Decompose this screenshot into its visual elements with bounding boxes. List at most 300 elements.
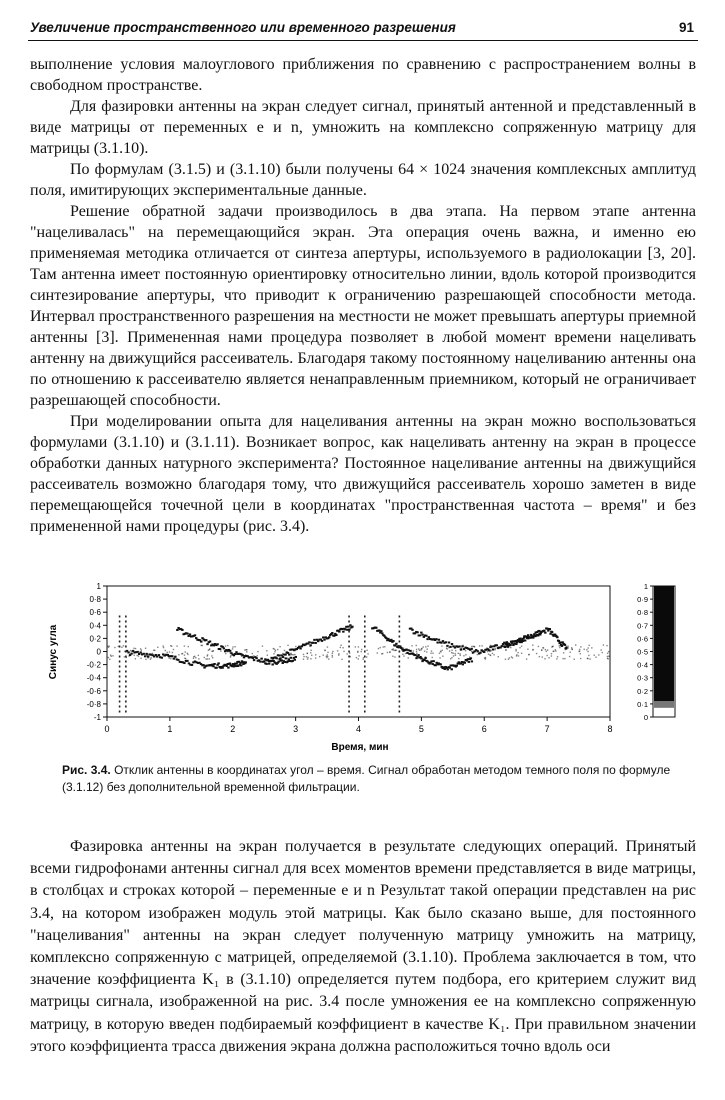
noise-point xyxy=(114,647,115,648)
screen-trace-1-point xyxy=(142,653,144,655)
screen-trace-4-point xyxy=(392,640,394,642)
noise-point xyxy=(563,652,564,653)
y-tick-label: -0·8 xyxy=(86,699,101,709)
noise-point xyxy=(361,651,362,652)
noise-point xyxy=(441,645,442,646)
noise-point xyxy=(213,650,214,651)
noise-point xyxy=(124,656,125,657)
noise-point xyxy=(515,650,516,651)
noise-point xyxy=(413,650,414,651)
screen-trace-2-point xyxy=(260,658,262,660)
noise-point xyxy=(392,656,393,657)
noise-point xyxy=(366,650,367,651)
noise-point xyxy=(555,650,556,651)
screen-trace-5-point xyxy=(492,649,494,651)
screen-trace-3-point xyxy=(288,654,290,656)
noise-point xyxy=(153,650,154,651)
screen-trace-3-point xyxy=(351,626,353,628)
screen-trace-6-point xyxy=(509,644,511,646)
y-tick-label: 0 xyxy=(96,647,101,657)
noise-point xyxy=(232,646,233,647)
noise-point xyxy=(107,645,108,646)
noise-point xyxy=(555,649,556,650)
noise-point xyxy=(267,655,268,656)
noise-point xyxy=(548,657,549,658)
x-tick-label: 0 xyxy=(104,724,110,734)
noise-point xyxy=(273,653,274,654)
caption-label: Рис. 3.4. xyxy=(62,763,111,777)
noise-point xyxy=(587,647,588,648)
noise-point xyxy=(492,653,493,654)
y-axis-label: Синус угла xyxy=(48,624,59,680)
screen-trace-1-point xyxy=(215,667,217,669)
noise-point xyxy=(323,654,324,655)
noise-point xyxy=(295,646,296,647)
noise-point xyxy=(553,651,554,652)
noise-point xyxy=(488,653,489,654)
noise-point xyxy=(479,645,480,646)
chart-svg xyxy=(40,578,690,758)
y-tick-label: 1 xyxy=(96,582,101,591)
noise-point xyxy=(564,658,565,659)
noise-point xyxy=(559,645,560,646)
colorbar-fill xyxy=(654,586,674,701)
noise-point xyxy=(337,650,338,651)
x-tick-label: 6 xyxy=(481,724,487,734)
noise-point xyxy=(140,658,141,659)
noise-point xyxy=(257,655,258,656)
noise-point xyxy=(211,655,212,656)
noise-point xyxy=(366,656,367,657)
noise-point xyxy=(201,645,202,646)
noise-point xyxy=(394,656,395,657)
noise-point xyxy=(574,659,575,660)
noise-point xyxy=(195,657,196,658)
noise-point xyxy=(246,649,247,650)
body-text-bottom xyxy=(30,836,696,1058)
noise-point xyxy=(389,651,390,652)
noise-point xyxy=(172,652,173,653)
noise-point xyxy=(277,649,278,650)
noise-point xyxy=(182,653,183,654)
noise-point xyxy=(598,654,599,655)
screen-trace-5-point xyxy=(426,638,428,640)
x-tick-label: 2 xyxy=(230,724,236,734)
screen-trace-6-point xyxy=(544,632,546,634)
screen-trace-3-point xyxy=(313,639,315,641)
colorbar-tick-label: 0·8 xyxy=(637,608,648,618)
noise-point xyxy=(123,645,124,646)
noise-point xyxy=(208,649,209,650)
noise-point xyxy=(450,658,451,659)
screen-trace-5-point xyxy=(411,629,413,631)
noise-point xyxy=(157,647,158,648)
noise-point xyxy=(145,659,146,660)
noise-point xyxy=(588,645,589,646)
noise-point xyxy=(455,655,456,656)
noise-point xyxy=(408,657,409,658)
paragraph: По формулам (3.1.5) и (3.1.10) были получены 64 × 1024 значения комплексных амплитуд поля, имитирующих экспериментальные данные. xyxy=(30,161,696,199)
noise-point xyxy=(465,650,466,651)
screen-trace-1-point xyxy=(236,663,238,665)
screen-trace-3-point xyxy=(312,642,314,644)
screen-trace-2-point xyxy=(176,629,178,631)
paragraph: Фазировка антенны на экран получается в результате следующих операций. Принятый всеми гидрофонами антенны сигнал для всех моментов времени представляется в виде матрицы, в столбцах и строках которой – переменные e и n Результат такой операции представлен на рис 3.4, на котором изображен модуль этой матрицы. Как было сказано выше, для постоянного "нацеливания" антенны на экран следует полученную матрицу умножить на матрицу, комплексно сопряженную с матрицей, определяемой (3.1.10). Проблема заключается в том, что значение коэффициента K₁ в (3.1.10) определяется путем подбора, его критерием служит вид матрицы сигнала, изображенной на рис. 3.4 после умножения ее на комплексно сопряженную матрицу, в которую введен подбираемый коэффициент в качестве K₁. При правильном значении этого коэффициента трасса движения экрана должна расположиться точно вдоль оси xyxy=(30,838,696,1055)
noise-point xyxy=(145,648,146,649)
screen-trace-2-point xyxy=(235,651,237,653)
screen-trace-3-point xyxy=(331,632,333,634)
noise-point xyxy=(495,648,496,649)
noise-point xyxy=(411,645,412,646)
noise-point xyxy=(542,656,543,657)
colorbar-tick-label: 0 xyxy=(643,713,648,722)
noise-point xyxy=(557,656,558,657)
noise-point xyxy=(332,652,333,653)
noise-point xyxy=(419,650,420,651)
screen-trace-5-point xyxy=(445,641,447,643)
noise-point xyxy=(405,653,406,654)
screen-trace-1-point xyxy=(127,651,129,653)
noise-point xyxy=(165,650,166,651)
screen-trace-4-point xyxy=(417,654,419,656)
noise-point xyxy=(315,654,316,655)
screen-trace-6-point xyxy=(561,645,563,647)
noise-point xyxy=(328,658,329,659)
noise-point xyxy=(427,645,428,646)
noise-point xyxy=(458,658,459,659)
noise-point xyxy=(303,654,304,655)
noise-point xyxy=(121,647,122,648)
screen-trace-5-point xyxy=(491,645,493,647)
y-tick-label: -0·2 xyxy=(86,660,101,670)
screen-trace-3-point xyxy=(335,634,337,636)
noise-point xyxy=(458,653,459,654)
running-header-title: Увеличение пространственного или временного разрешения xyxy=(30,20,456,35)
screen-trace-6-point xyxy=(565,647,567,649)
screen-trace-1-point xyxy=(240,664,242,666)
noise-point xyxy=(539,656,540,657)
screen-trace-2-point xyxy=(255,657,257,659)
figure-caption xyxy=(62,762,702,796)
noise-point xyxy=(551,646,552,647)
noise-point xyxy=(387,652,388,653)
screen-trace-4-point xyxy=(471,660,473,662)
noise-point xyxy=(454,653,455,654)
screen-trace-5-point xyxy=(479,652,481,654)
noise-point xyxy=(569,651,570,652)
noise-point xyxy=(167,652,168,653)
noise-point xyxy=(451,657,452,658)
screen-trace-1-point xyxy=(229,663,231,665)
noise-point xyxy=(141,650,142,651)
noise-point xyxy=(290,653,291,654)
screen-trace-2-point xyxy=(263,660,265,662)
noise-point xyxy=(556,658,557,659)
x-tick-label: 5 xyxy=(418,724,424,734)
noise-point xyxy=(536,653,537,654)
screen-trace-4-point xyxy=(470,657,472,659)
screen-trace-2-point xyxy=(253,659,255,661)
screen-trace-4-point xyxy=(395,643,397,645)
screen-trace-3-point xyxy=(342,631,344,633)
noise-point xyxy=(481,645,482,646)
noise-point xyxy=(171,645,172,646)
noise-point xyxy=(465,654,466,655)
noise-point xyxy=(327,646,328,647)
noise-point xyxy=(422,646,423,647)
noise-point xyxy=(542,647,543,648)
noise-point xyxy=(505,659,506,660)
noise-point xyxy=(493,654,494,655)
noise-point xyxy=(380,647,381,648)
screen-trace-6-point xyxy=(504,646,506,648)
noise-point xyxy=(568,647,569,648)
screen-trace-4-point xyxy=(381,632,383,634)
noise-point xyxy=(257,651,258,652)
noise-point xyxy=(324,650,325,651)
screen-trace-1-point xyxy=(245,661,247,663)
noise-point xyxy=(362,659,363,660)
screen-trace-2-point xyxy=(189,633,191,635)
screen-trace-3-point xyxy=(328,636,330,638)
screen-trace-3-point xyxy=(321,640,323,642)
noise-point xyxy=(424,651,425,652)
screen-trace-3-point xyxy=(299,647,301,649)
noise-point xyxy=(193,656,194,657)
noise-point xyxy=(546,655,547,656)
caption-text: Отклик антенны в координатах угол – время. Сигнал обработан методом темного поля по формуле (3.1.12) без дополнительной временной фильтрации. xyxy=(62,763,671,794)
noise-point xyxy=(508,659,509,660)
noise-point xyxy=(559,647,560,648)
screen-trace-3-point xyxy=(282,656,284,658)
noise-point xyxy=(310,652,311,653)
screen-trace-5-point xyxy=(460,649,462,651)
screen-trace-1-point xyxy=(213,663,215,665)
noise-point xyxy=(234,646,235,647)
y-tick-label: -0·4 xyxy=(86,673,101,683)
screen-trace-5-point xyxy=(438,639,440,641)
noise-point xyxy=(198,655,199,656)
noise-point xyxy=(477,654,478,655)
noise-point xyxy=(340,647,341,648)
noise-point xyxy=(207,655,208,656)
colorbar-tick-label: 1 xyxy=(643,582,648,591)
screen-trace-5-point xyxy=(420,632,422,634)
noise-point xyxy=(170,658,171,659)
screen-trace-6-point xyxy=(512,644,514,646)
noise-point xyxy=(266,650,267,651)
screen-trace-3-point xyxy=(322,636,324,638)
noise-point xyxy=(484,657,485,658)
screen-trace-5-point xyxy=(483,651,485,653)
noise-point xyxy=(595,656,596,657)
noise-point xyxy=(547,649,548,650)
screen-trace-6-point xyxy=(556,636,558,638)
x-tick-label: 1 xyxy=(167,724,173,734)
screen-trace-5-point xyxy=(451,643,453,645)
noise-point xyxy=(473,646,474,647)
noise-point xyxy=(133,648,134,649)
screen-trace-1-point xyxy=(174,656,176,658)
noise-point xyxy=(187,653,188,654)
screen-trace-2-point xyxy=(290,657,292,659)
screen-trace-2-point xyxy=(295,656,297,658)
figure-3-4 xyxy=(40,578,690,758)
noise-point xyxy=(209,658,210,659)
noise-point xyxy=(551,655,552,656)
paragraph: Решение обратной задачи производилось в два этапа. На первом этапе антенна "нацеливалась" на перемещающийся экран. Эта операция очень важна, и именно ею применяемая методика отличается от синтеза апертуры, используемого в радиолокации [3, 20]. Там антенна имеет постоянную ориентировку относительно линии, вдоль которой производится синтезирование апертуры, что приводит к ограничению разрешающей способности метода. Интервал пространственного разрешения на местности не может превышать апертуры приемной антенны [3]. Примененная нами процедура позволяет в любой момент времени нацеливать антенну на движущийся рассеиватель. Благодаря такому постоянному нацеливанию антенны она по отношению к рассеивателю является ненаправленным приемником, который не ограничивает разрешающей способности. xyxy=(30,203,696,409)
noise-point xyxy=(284,650,285,651)
screen-trace-1-point xyxy=(183,662,185,664)
screen-trace-1-point xyxy=(171,655,173,657)
y-tick-label: 0·6 xyxy=(89,608,101,618)
noise-point xyxy=(378,648,379,649)
noise-point xyxy=(133,655,134,656)
noise-point xyxy=(287,645,288,646)
noise-point xyxy=(244,649,245,650)
noise-point xyxy=(307,653,308,654)
noise-point xyxy=(332,655,333,656)
noise-point xyxy=(427,648,428,649)
screen-trace-5-point xyxy=(435,638,437,640)
screen-trace-1-point xyxy=(186,660,188,662)
screen-trace-3-point xyxy=(323,639,325,641)
noise-point xyxy=(608,656,609,657)
noise-point xyxy=(188,646,189,647)
screen-trace-2-point xyxy=(206,643,208,645)
noise-point xyxy=(169,651,170,652)
noise-point xyxy=(572,648,573,649)
noise-point xyxy=(140,648,141,649)
noise-point xyxy=(205,658,206,659)
screen-trace-1-point xyxy=(130,653,132,655)
noise-point xyxy=(594,655,595,656)
noise-point xyxy=(515,649,516,650)
noise-point xyxy=(452,652,453,653)
screen-trace-3-point xyxy=(308,641,310,643)
screen-trace-1-point xyxy=(235,665,237,667)
noise-point xyxy=(519,647,520,648)
noise-point xyxy=(541,649,542,650)
screen-trace-4-point xyxy=(456,665,458,667)
noise-point xyxy=(416,645,417,646)
screen-trace-3-point xyxy=(278,655,280,657)
noise-point xyxy=(319,656,320,657)
noise-point xyxy=(591,647,592,648)
noise-point xyxy=(358,646,359,647)
noise-point xyxy=(358,655,359,656)
noise-point xyxy=(310,650,311,651)
noise-point xyxy=(327,652,328,653)
noise-point xyxy=(367,653,368,654)
noise-point xyxy=(602,652,603,653)
noise-point xyxy=(332,651,333,652)
noise-point xyxy=(527,649,528,650)
screen-trace-4-point xyxy=(375,627,377,629)
noise-point xyxy=(463,655,464,656)
noise-point xyxy=(521,646,522,647)
noise-point xyxy=(511,656,512,657)
noise-point xyxy=(303,659,304,660)
noise-point xyxy=(532,649,533,650)
screen-trace-2-point xyxy=(229,650,231,652)
screen-trace-5-point xyxy=(458,645,460,647)
body-text-top xyxy=(30,54,696,537)
noise-point xyxy=(355,646,356,647)
screen-trace-5-point xyxy=(428,636,430,638)
noise-point xyxy=(176,645,177,646)
colorbar-tick-label: 0·1 xyxy=(637,699,648,709)
noise-point xyxy=(442,656,443,657)
screen-trace-2-point xyxy=(181,629,183,631)
noise-point xyxy=(521,653,522,654)
noise-point xyxy=(451,652,452,653)
screen-trace-1-point xyxy=(158,654,160,656)
page-number: 91 xyxy=(678,20,694,35)
noise-point xyxy=(307,658,308,659)
screen-trace-3-point xyxy=(314,642,316,644)
noise-point xyxy=(135,648,136,649)
screen-trace-2-point xyxy=(194,634,196,636)
noise-point xyxy=(589,658,590,659)
paragraph: Для фазировки антенны на экран следует сигнал, принятый антенной и представленный в виде матрицы от переменных e и n, умножить на комплексно сопряженную матрицу для матрицы (3.1.10). xyxy=(30,98,696,157)
screen-trace-5-point xyxy=(425,635,427,637)
noise-point xyxy=(232,648,233,649)
screen-trace-1-point xyxy=(144,655,146,657)
y-tick-label: 0·2 xyxy=(89,634,101,644)
noise-point xyxy=(279,646,280,647)
noise-point xyxy=(383,646,384,647)
noise-point xyxy=(341,659,342,660)
noise-point xyxy=(138,655,139,656)
screen-trace-4-point xyxy=(380,630,382,632)
noise-point xyxy=(580,646,581,647)
noise-point xyxy=(432,657,433,658)
noise-point xyxy=(185,658,186,659)
screen-trace-5-point xyxy=(496,644,498,646)
screen-trace-3-point xyxy=(269,660,271,662)
noise-point xyxy=(136,655,137,656)
noise-point xyxy=(402,654,403,655)
noise-point xyxy=(587,658,588,659)
noise-point xyxy=(498,656,499,657)
screen-trace-1-point xyxy=(139,651,141,653)
screen-trace-3-point xyxy=(284,654,286,656)
noise-point xyxy=(346,653,347,654)
noise-point xyxy=(460,655,461,656)
screen-trace-5-point xyxy=(501,645,503,647)
noise-point xyxy=(516,654,517,655)
screen-trace-1-point xyxy=(147,656,149,658)
screen-trace-2-point xyxy=(259,661,261,663)
x-tick-label: 8 xyxy=(607,724,613,734)
noise-point xyxy=(425,646,426,647)
noise-point xyxy=(579,651,580,652)
noise-point xyxy=(291,654,292,655)
screen-trace-2-point xyxy=(200,641,202,643)
screen-trace-2-point xyxy=(285,657,287,659)
noise-point xyxy=(246,651,247,652)
screen-trace-2-point xyxy=(268,663,270,665)
screen-trace-2-point xyxy=(219,648,221,650)
noise-point xyxy=(332,656,333,657)
noise-point xyxy=(162,645,163,646)
noise-point xyxy=(416,649,417,650)
noise-point xyxy=(118,646,119,647)
screen-trace-4-point xyxy=(409,650,411,652)
noise-point xyxy=(544,658,545,659)
noise-point xyxy=(303,656,304,657)
